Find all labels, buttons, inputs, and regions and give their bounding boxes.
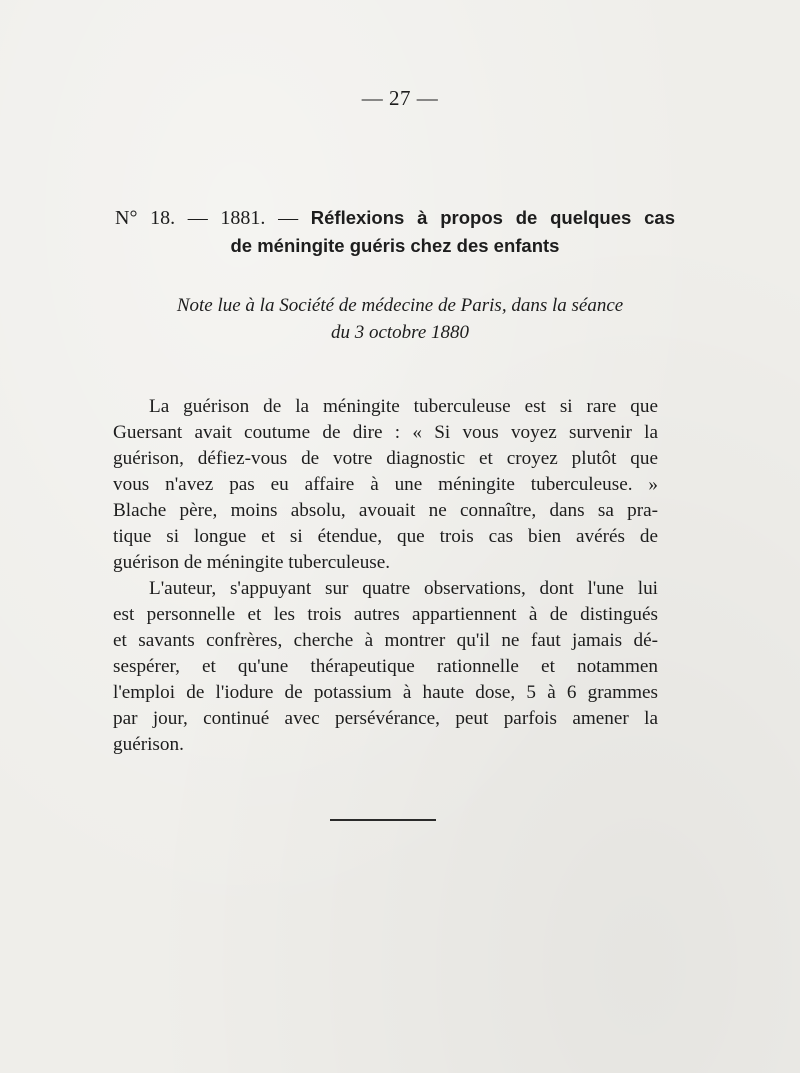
article-title-line-1 (115, 204, 675, 232)
body-line: Guersant avait coutume de dire : « Si vous voyez survenir la (113, 422, 658, 443)
body-line: guérison. (113, 734, 184, 755)
article-body (113, 394, 658, 758)
body-line: sespérer, et qu'une thérapeutique rationnelle et notammen (113, 656, 658, 677)
body-line: vous n'avez pas eu affaire à une méningite tuberculeuse. » (113, 474, 658, 495)
body-line: par jour, continué avec persévérance, peut parfois amener la (113, 708, 658, 729)
body-line: guérison, défiez-vous de votre diagnostic et croyez plutôt que (113, 448, 658, 469)
body-line: Blache père, moins absolu, avouait ne connaître, dans sa pra- (113, 500, 658, 521)
article-number: N° 18. — 1881. — (115, 207, 311, 229)
section-divider (330, 819, 436, 821)
article-title (115, 204, 675, 259)
body-line: l'emploi de l'iodure de potassium à haute dose, 5 à 6 grammes (113, 682, 658, 703)
article-title-text-1: Réflexions à propos de quelques cas (310, 207, 675, 228)
page-number: — 27 — (361, 86, 439, 110)
subtitle-line-2: du 3 octobre 1880 (330, 322, 470, 343)
body-line: guérison de méningite tuberculeuse. (113, 552, 391, 573)
article-subtitle (130, 292, 670, 346)
body-line: est personnelle et les trois autres appartiennent à de distingués (113, 604, 658, 625)
body-line: tique si longue et si étendue, que trois cas bien avérés de (113, 526, 658, 547)
article-title-line-2: de méningite guéris chez des enfants (230, 235, 560, 256)
body-line: La guérison de la méningite tuberculeuse est si rare que (149, 396, 658, 417)
paragraph-2 (113, 576, 658, 758)
subtitle-line-1: Note lue à la Société de médecine de Paris, dans la séance (176, 295, 624, 316)
paragraph-1 (113, 394, 658, 576)
body-line: L'auteur, s'appuyant sur quatre observations, dont l'une lui (149, 578, 658, 599)
body-line: et savants confrères, cherche à montrer qu'il ne faut jamais dé- (113, 630, 658, 651)
